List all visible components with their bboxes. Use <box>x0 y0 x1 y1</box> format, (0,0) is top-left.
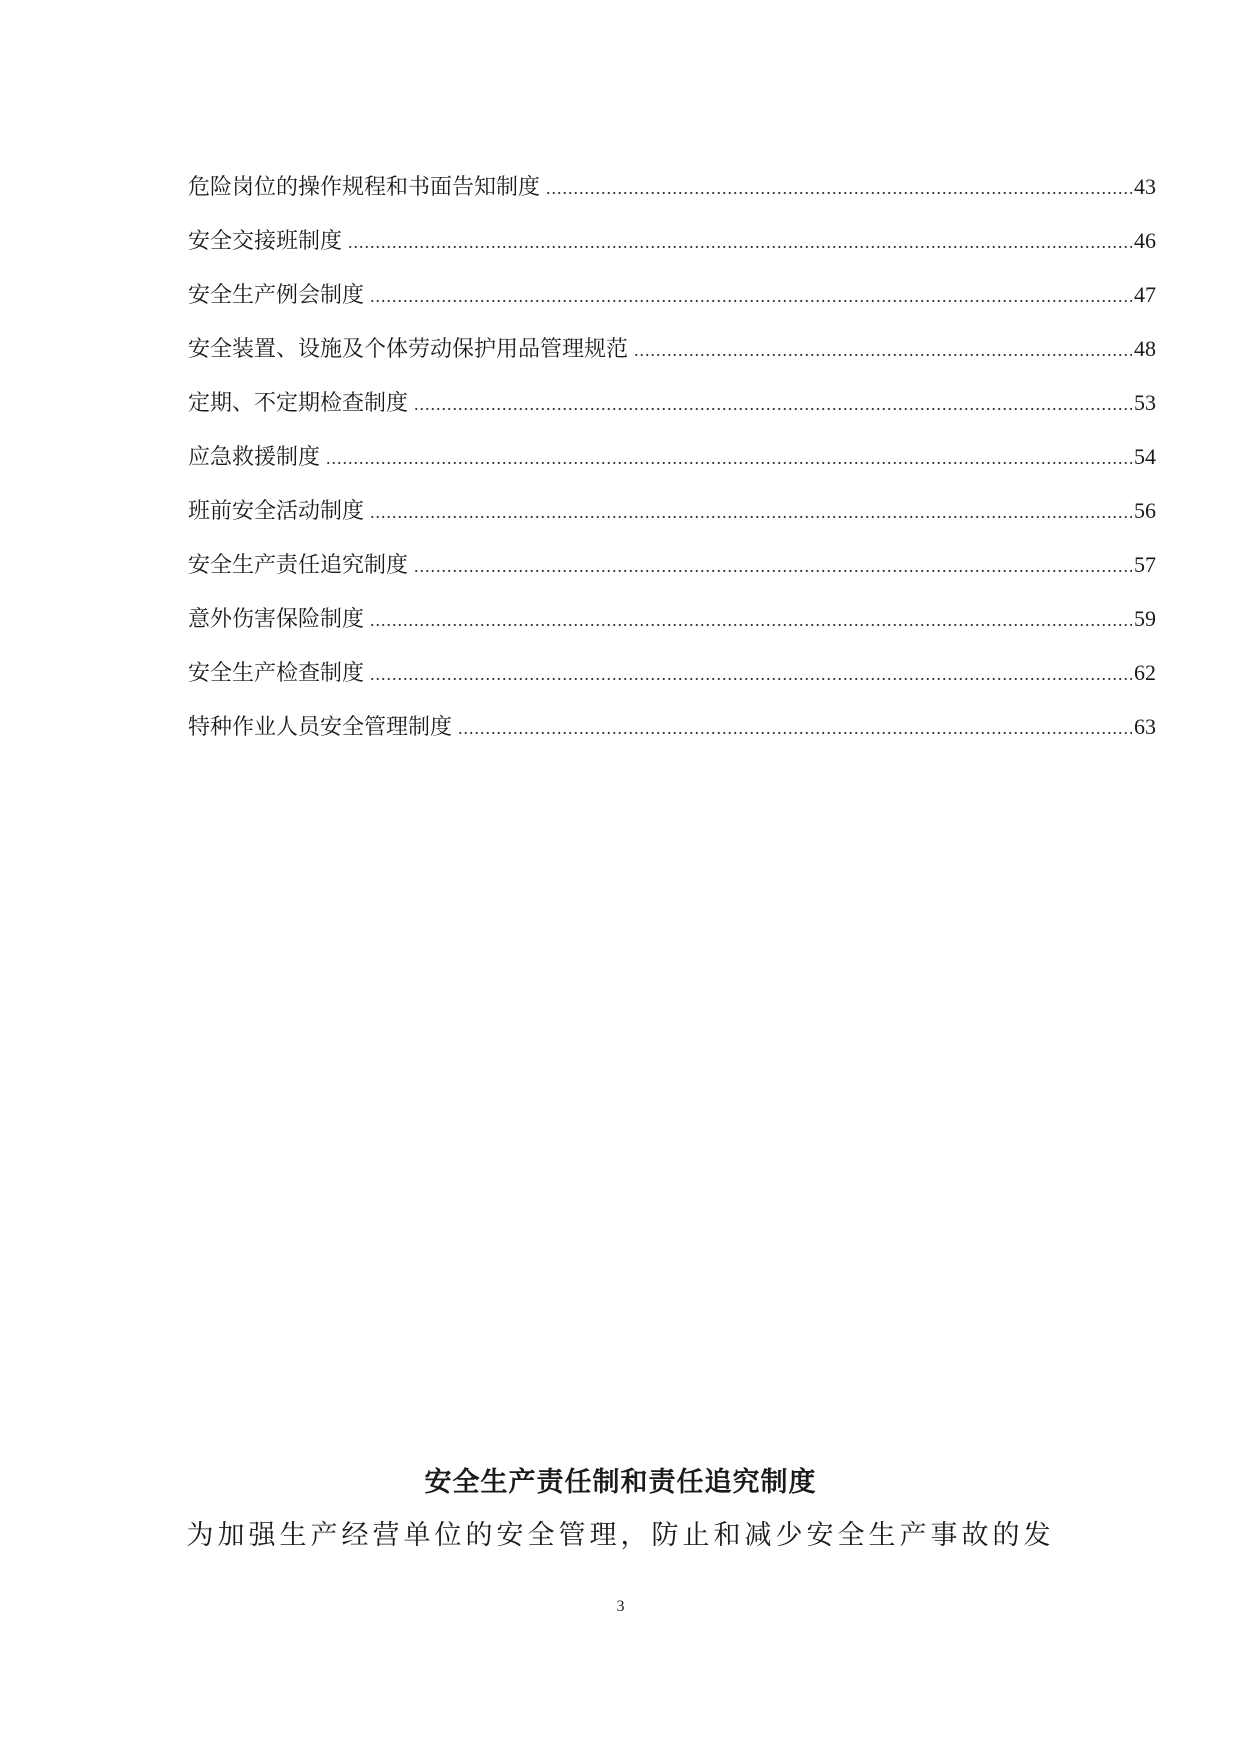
toc-entry[interactable] <box>188 322 1156 376</box>
toc-entry-title: 安全生产责任追究制度 <box>188 553 409 578</box>
toc-entry-page: 62 <box>1134 660 1156 685</box>
toc-entry-title: 特种作业人员安全管理制度 <box>188 715 453 740</box>
toc-dot-leader <box>414 539 1132 593</box>
toc-entry-title: 安全装置、设施及个体劳动保护用品管理规范 <box>188 337 629 362</box>
toc-entry-title: 危险岗位的操作规程和书面告知制度 <box>188 175 541 200</box>
toc-dot-leader <box>326 431 1132 485</box>
toc-entry-title: 安全生产检查制度 <box>188 661 365 686</box>
toc-entry[interactable] <box>188 268 1156 322</box>
page-number: 3 <box>616 1598 625 1615</box>
toc-entry-page: 63 <box>1134 714 1156 739</box>
toc-entry-page: 54 <box>1134 444 1156 469</box>
toc-entry-page: 59 <box>1134 606 1156 631</box>
toc-entry[interactable] <box>188 700 1156 754</box>
toc-entry-title: 意外伤害保险制度 <box>188 607 365 632</box>
toc-dot-leader <box>348 215 1132 269</box>
section-heading: 安全生产责任制和责任追究制度 <box>424 1467 817 1498</box>
toc-entry[interactable] <box>188 592 1156 646</box>
toc-entry-page: 56 <box>1134 498 1156 523</box>
toc-dot-leader <box>458 701 1132 755</box>
toc-entry[interactable] <box>188 160 1156 214</box>
toc-entry-page: 47 <box>1134 282 1156 307</box>
toc-entry-title: 班前安全活动制度 <box>188 499 365 524</box>
toc-entry[interactable] <box>188 430 1156 484</box>
toc-dot-leader <box>370 269 1132 323</box>
toc-entry[interactable] <box>188 484 1156 538</box>
toc-entry-page: 43 <box>1134 174 1156 199</box>
toc-entry[interactable] <box>188 538 1156 592</box>
toc-dot-leader <box>546 161 1132 215</box>
body-paragraph: 为加强生产经营单位的安全管理，防止和减少安全生产事故的发 <box>186 1520 1055 1551</box>
toc-entry-page: 48 <box>1134 336 1156 361</box>
toc-entry[interactable] <box>188 646 1156 700</box>
toc-entry[interactable] <box>188 214 1156 268</box>
toc-entry-title: 安全生产例会制度 <box>188 283 365 308</box>
toc-dot-leader <box>370 593 1132 647</box>
toc-dot-leader <box>370 647 1132 701</box>
toc-entry-page: 46 <box>1134 228 1156 253</box>
toc-dot-leader <box>370 485 1132 539</box>
toc-entry-title: 定期、不定期检查制度 <box>188 391 409 416</box>
toc-dot-leader <box>634 323 1132 377</box>
toc-entry-title: 安全交接班制度 <box>188 229 343 254</box>
toc-dot-leader <box>414 377 1132 431</box>
toc-entry-page: 53 <box>1134 390 1156 415</box>
toc-entry[interactable] <box>188 376 1156 430</box>
toc-entry-page: 57 <box>1134 552 1156 577</box>
toc-entry-title: 应急救援制度 <box>188 445 321 470</box>
table-of-contents <box>188 160 1156 754</box>
